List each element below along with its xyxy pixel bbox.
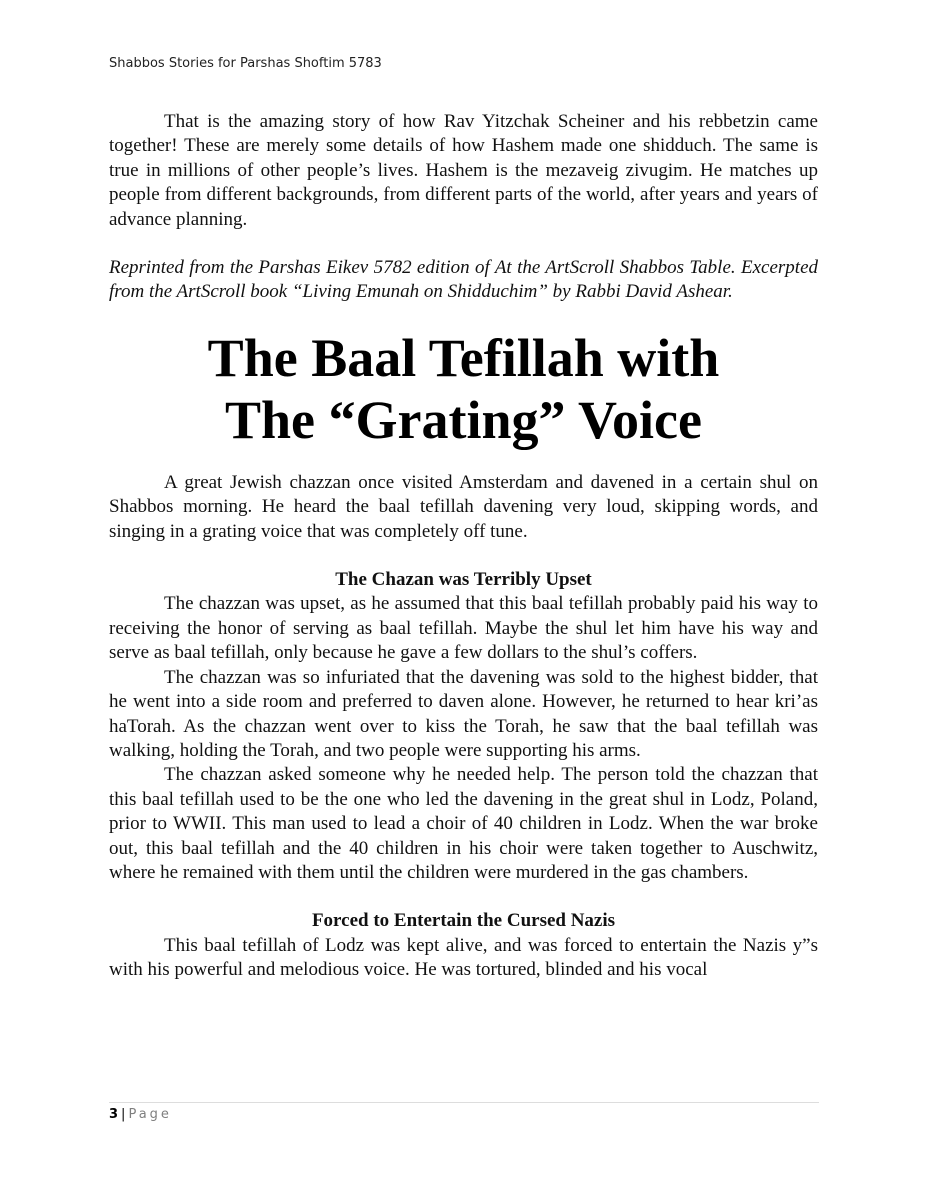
article-title xyxy=(109,327,818,451)
article-paragraph: A great Jewish chazzan once visited Amsterdam and davened in a certain shul on Shabbos morning. He heard the baal tefillah davening very loud, skipping words, and singing in a grating voice that was completely off tune. xyxy=(109,471,818,542)
footer-separator: | xyxy=(121,1107,126,1122)
page-body xyxy=(109,110,818,983)
article-paragraph: This baal tefillah of Lodz was kept alive, and was forced to entertain the Nazis y”s with his powerful and melodious voice. He was tortured, blinded and his vocal xyxy=(109,934,818,981)
page-label: Page xyxy=(128,1107,172,1122)
article-paragraph: The chazzan was upset, as he assumed that this baal tefillah probably paid his way to receiving the honor of serving as baal tefillah. Maybe the shul let him have his way and serve as baal tefillah, only because he gave a few dollars to the shul’s coffers. xyxy=(109,593,818,664)
section-heading: Forced to Entertain the Cursed Nazis xyxy=(311,910,616,932)
page-footer xyxy=(109,1107,172,1122)
section-heading: The Chazan was Terribly Upset xyxy=(335,569,592,591)
article-paragraph: The chazzan was so infuriated that the davening was sold to the highest bidder, that he went into a side room and preferred to daven alone. However, he returned to hear kri’as haTorah. As the chazzan went over to kiss the Torah, he saw that the baal tefillah was walking, holding the Torah, and two people were supporting his arms. xyxy=(109,666,818,761)
title-line-1: The Baal Tefillah with xyxy=(207,327,720,388)
running-header: Shabbos Stories for Parshas Shoftim 5783 xyxy=(109,56,382,71)
footer-divider xyxy=(109,1102,819,1103)
article-paragraph: The chazzan asked someone why he needed help. The person told the chazzan that this baal tefillah used to be the one who led the davening in the great shul in Lodz, Poland, prior to WWII. This man used to lead a choir of 40 children in Lodz. When the war broke out, this baal tefillah and the 40 children in his choir were taken together to Auschwitz, where he remained with them until the children were murdered in the gas chambers. xyxy=(109,764,818,883)
title-line-2: The “Grating” Voice xyxy=(224,389,702,450)
reprint-credit: Reprinted from the Parshas Eikev 5782 edition of At the ArtScroll Shabbos Table. Excerpted from the ArtScroll book “Living Emunah on Shidduchim” by Rabbi David Ashear. xyxy=(109,257,818,303)
intro-paragraph: That is the amazing story of how Rav Yitzchak Scheiner and his rebbetzin came together! These are merely some details of how Hashem made one shidduch. The same is true in millions of other people’s lives. Hashem is the mezaveig zivugim. He matches up people from different backgrounds, from different parts of the world, after years and years of advance planning. xyxy=(109,111,818,230)
page-number: 3 xyxy=(109,1107,119,1122)
